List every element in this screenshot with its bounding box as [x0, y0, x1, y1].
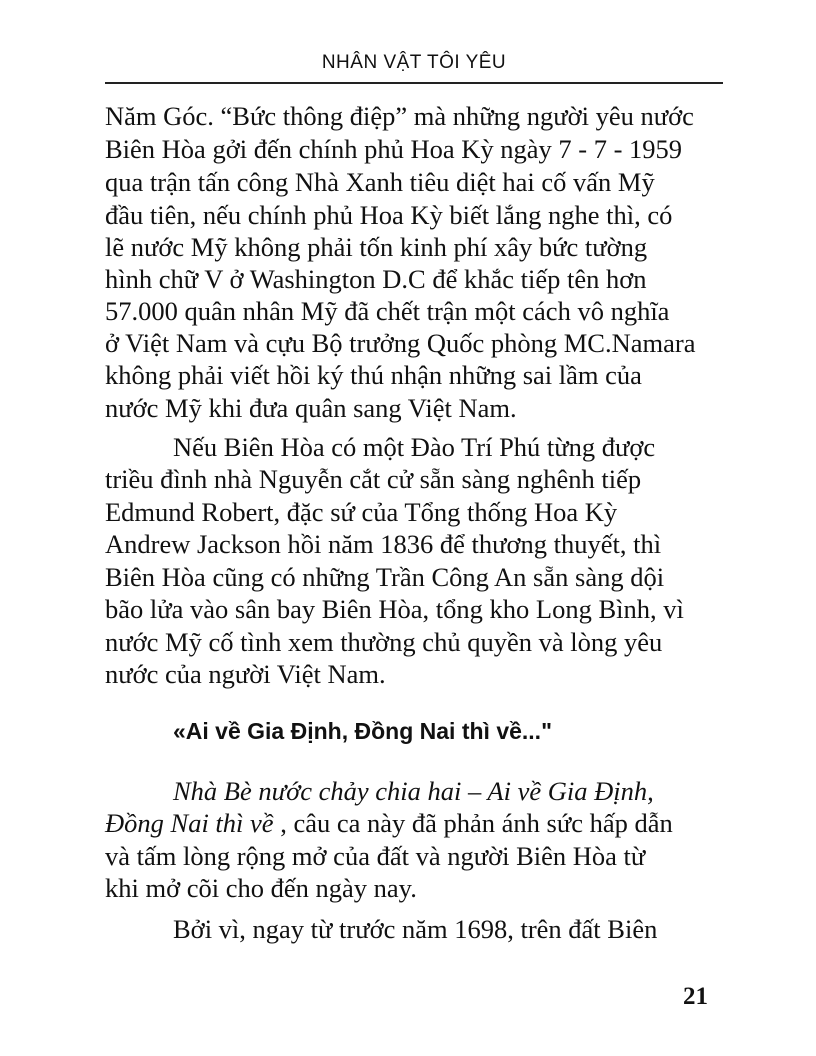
page-number: 21	[683, 983, 708, 1010]
text-line: Edmund Robert, đặc sứ của Tổng thống Hoa Kỳ	[105, 497, 618, 527]
text-line: qua trận tấn công Nhà Xanh tiêu diệt hai cố vấn Mỹ	[105, 167, 655, 197]
text-line: Nếu Biên Hòa có một Đào Trí Phú từng được	[173, 432, 656, 462]
text-run: , câu ca này đã phản ánh sức hấp dẫn	[273, 808, 673, 838]
text-line: Andrew Jackson hồi năm 1836 để thương thuyết, thì	[105, 529, 662, 559]
text-line: khi mở cõi cho đến ngày nay.	[105, 873, 417, 903]
text-line: nước Mỹ khi đưa quân sang Việt Nam.	[105, 393, 517, 423]
text-line: đầu tiên, nếu chính phủ Hoa Kỳ biết lắng nghe thì, có	[105, 200, 673, 230]
text-line: ở Việt Nam và cựu Bộ trưởng Quốc phòng MC.Namara	[105, 328, 696, 358]
text-line: nước Mỹ cố tình xem thường chủ quyền và lòng yêu	[105, 627, 663, 657]
header-rule	[105, 82, 723, 84]
text-line: Bởi vì, ngay từ trước năm 1698, trên đất Biên	[173, 914, 658, 944]
text-line: Năm Góc. “Bức thông điệp” mà những người yêu nước	[105, 101, 694, 131]
text-line: hình chữ V ở Washington D.C để khắc tiếp tên hơn	[105, 264, 647, 294]
text-line: 57.000 quân nhân Mỹ đã chết trận một cách vô nghĩa	[105, 296, 670, 326]
text-line: Biên Hòa gởi đến chính phủ Hoa Kỳ ngày 7 - 7 - 1959	[105, 134, 683, 164]
section-heading: «Ai về Gia Định, Đồng Nai thì về..."	[173, 718, 552, 744]
italic-quote: Đồng Nai thì về	[105, 808, 274, 838]
text-line	[105, 808, 725, 838]
text-line: nước của người Việt Nam.	[105, 659, 386, 689]
text-line-italic: Nhà Bè nước chảy chia hai – Ai về Gia Định,	[173, 776, 654, 806]
running-header: NHÂN VẬT TÔI YÊU	[321, 52, 507, 73]
text-line: bão lửa vào sân bay Biên Hòa, tổng kho Long Bình, vì	[105, 594, 684, 624]
text-line: không phải viết hồi ký thú nhận những sai lầm của	[105, 360, 642, 390]
text-line: Biên Hòa cũng có những Trần Công An sẵn sàng dội	[105, 562, 665, 592]
text-line: triều đình nhà Nguyễn cắt cử sẵn sàng nghênh tiếp	[105, 464, 642, 494]
text-line: và tấm lòng rộng mở của đất và người Biên Hòa từ	[105, 841, 646, 871]
text-line: lẽ nước Mỹ không phải tốn kinh phí xây bức tường	[105, 232, 648, 262]
